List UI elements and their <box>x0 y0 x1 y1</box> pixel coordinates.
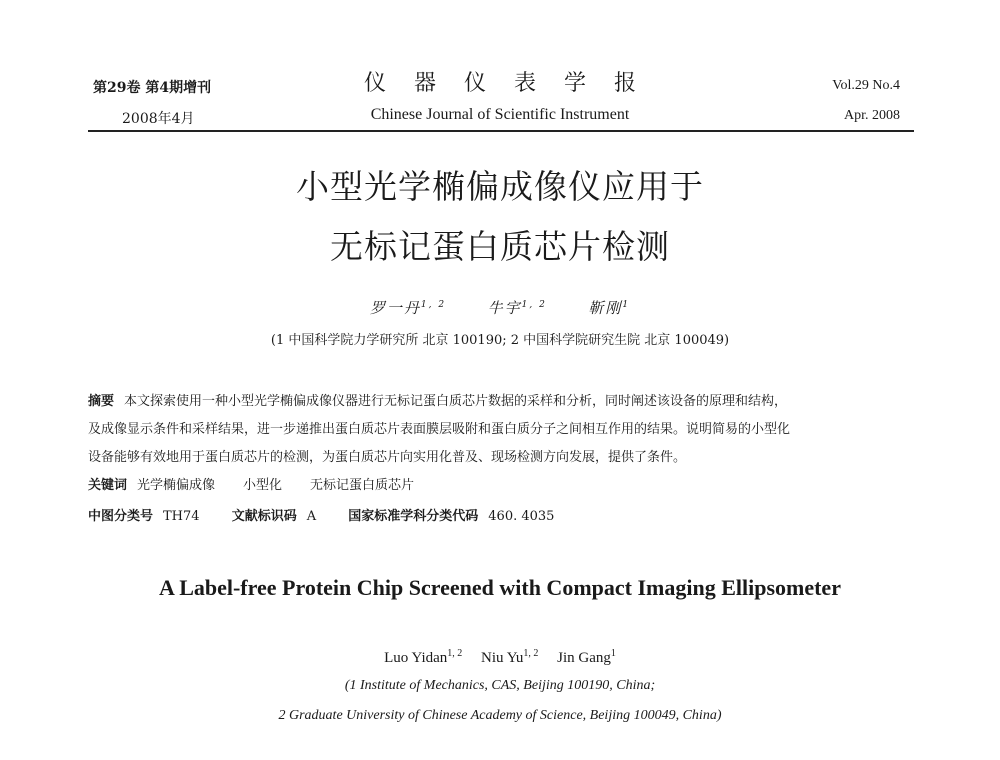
doc-code-label: 文献标识码 <box>231 509 297 524</box>
author-en-3: Jin Gang <box>557 650 611 666</box>
volume-issue-en: Vol.29 No.4 <box>832 78 900 93</box>
keyword-2: 小型化 <box>243 478 283 493</box>
clc-value: TH74 <box>163 509 200 524</box>
affiliation-cn: (1 中国科学院力学研究所 北京 100190; 2 中国科学院研究生院 北京 100049) <box>270 333 730 348</box>
author-en-1-sup: 1, 2 <box>447 648 463 659</box>
title-cn-line2: 无标记蛋白质芯片检测 <box>330 227 670 266</box>
std-code-value: 460. 4035 <box>488 509 555 524</box>
author-cn-2: 牛宇 <box>487 299 522 317</box>
keywords-cn <box>88 474 414 493</box>
classification-cn <box>88 505 554 524</box>
author-en-3-sup: 1 <box>610 648 616 659</box>
std-code-label: 国家标准学科分类代码 <box>348 509 479 524</box>
author-cn-3: 靳刚 <box>588 299 623 317</box>
author-cn-2-sup: 1, 2 <box>521 300 547 310</box>
doc-code-value: A <box>306 509 317 524</box>
title-en: A Label-free Protein Chip Screened with Compact Imaging Ellipsometer <box>159 575 841 600</box>
keyword-1: 光学椭偏成像 <box>137 478 216 493</box>
journal-title-en: Chinese Journal of Scientific Instrument <box>370 106 630 123</box>
date-cn: 2008年4月 <box>122 111 195 127</box>
header-rule <box>88 130 914 132</box>
author-cn-1-sup: 1, 2 <box>420 300 447 310</box>
abstract-cn-line1 <box>88 390 787 409</box>
affiliation-en-line1: (1 Institute of Mechanics, CAS, Beijing 100190, China; <box>344 678 656 693</box>
author-cn-3-sup: 1 <box>622 300 631 310</box>
author-en-2-sup: 1, 2 <box>523 648 539 659</box>
journal-title-cn: 仪器仪表学报 <box>363 71 664 96</box>
abstract-cn-line2: 及成像显示条件和采样结果，进一步递推出蛋白质芯片表面膜层吸附和蛋白质分子之间相互作用的结果。说明简易的小型化 <box>88 422 791 437</box>
title-cn-line1: 小型光学椭偏成像仪应用于 <box>296 167 704 206</box>
clc-label: 中图分类号 <box>88 509 154 524</box>
abstract-text-1: 本文探索使用一种小型光学椭偏成像仪器进行无标记蛋白质芯片数据的采样和分析，同时阐述该设备的原理和结构， <box>124 394 788 409</box>
authors-en <box>0 648 1000 667</box>
author-en-1: Luo Yidan <box>384 650 448 666</box>
author-cn-1: 罗一丹 <box>369 299 421 317</box>
keyword-3: 无标记蛋白质芯片 <box>310 478 415 493</box>
abstract-label: 摘要 <box>88 394 115 409</box>
volume-issue-cn: 第29卷 第4期增刊 <box>93 80 212 96</box>
keywords-label: 关键词 <box>88 478 128 493</box>
author-en-2: Niu Yu <box>481 650 524 666</box>
authors-cn <box>0 297 1000 318</box>
affiliation-en-line2: 2 Graduate University of Chinese Academy of Science, Beijing 100049, China) <box>278 708 722 723</box>
date-en: Apr. 2008 <box>844 108 900 123</box>
abstract-cn-line3: 设备能够有效地用于蛋白质芯片的检测，为蛋白质芯片向实用化普及、现场检测方向发展，提供了条件。 <box>88 450 687 465</box>
